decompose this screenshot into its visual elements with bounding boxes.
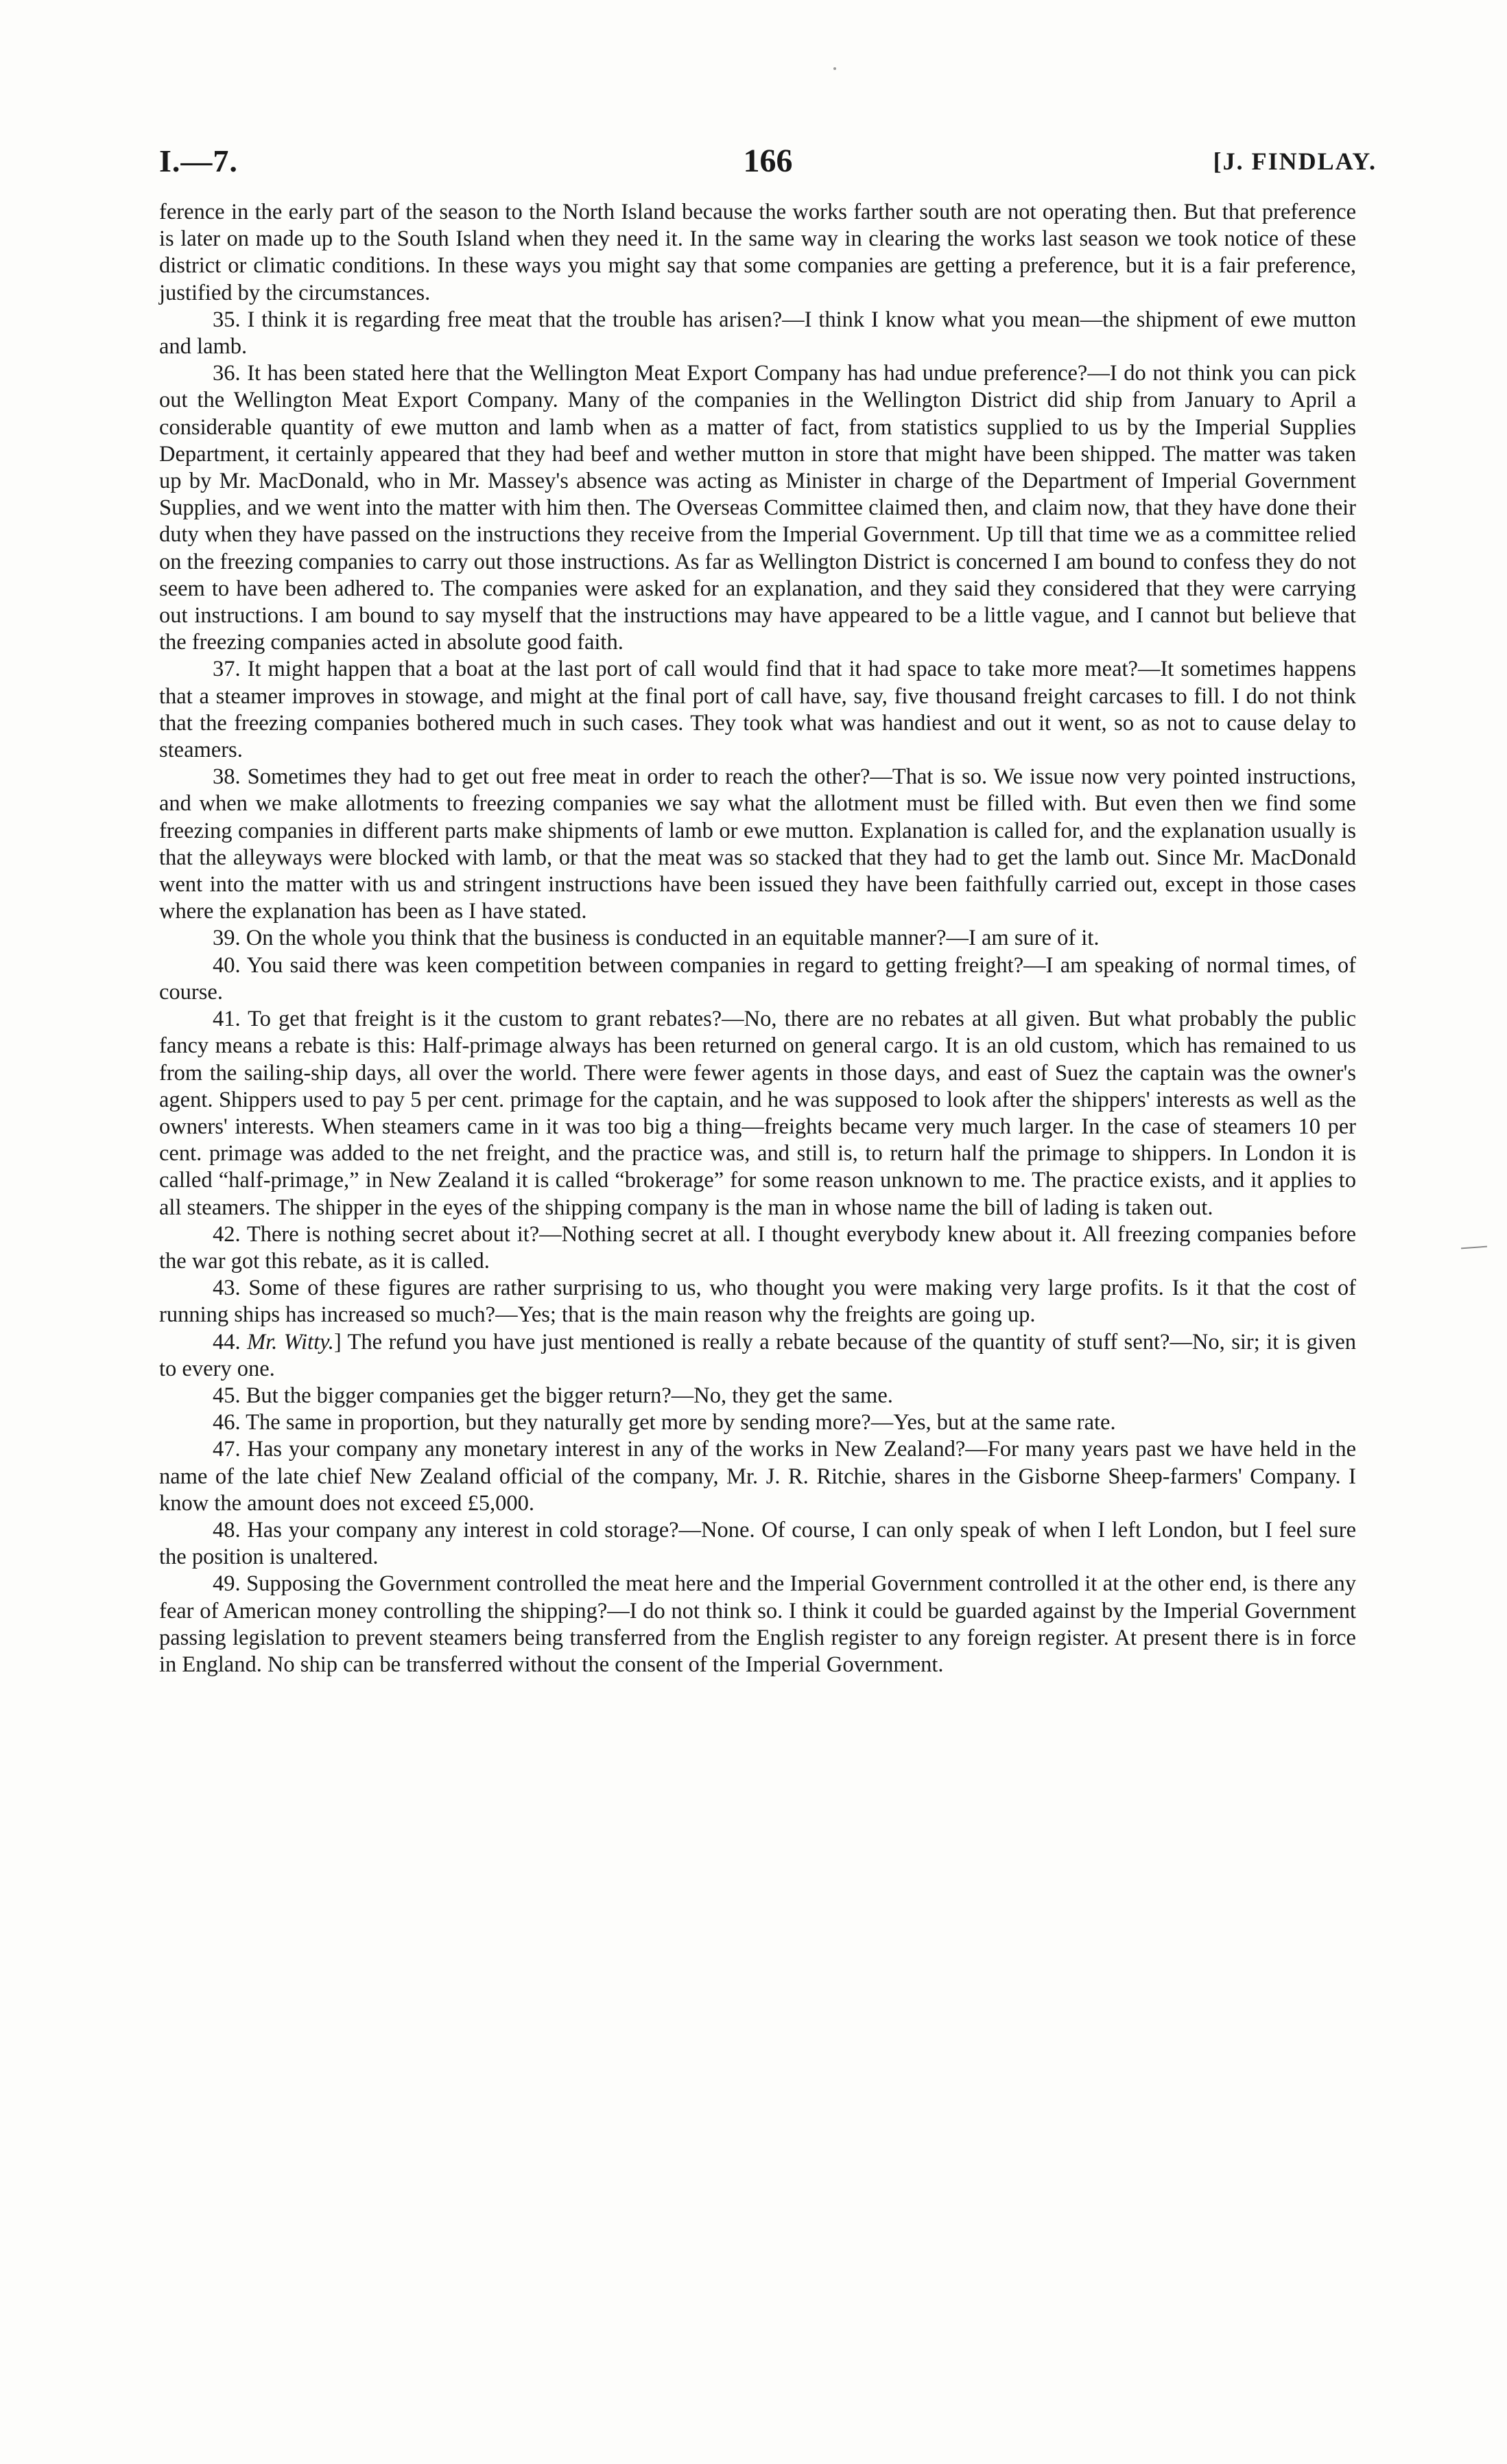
paragraph-q45: 45. But the bigger companies get the bigger return?—No, they get the same. <box>213 1383 893 1408</box>
paragraph-q46: 46. The same in proportion, but they naturally get more by sending more?—Yes, but at the same rate. <box>213 1410 1116 1435</box>
paragraph-q39: 39. On the whole you think that the business is conducted in an equitable manner?—I am sure of it. <box>213 926 1100 951</box>
paragraph-q49: 49. Supposing the Government controlled the meat here and the Imperial Government controlled it at the other end, is there any fear of American money controlling the shipping?—I do not think so. I think it could be guarded against by the Imperial Government passing legislation to prevent steamers being transferred from the English register to any foreign register. At present there is in force in England. No ship can be transferred without the consent of the Imperial Government. <box>159 1571 1356 1677</box>
paragraph-continued: ference in the early part of the season to the North Island because the works farther south are not operating then. But that preference is later on made up to the South Island when they need it. In the same way in clearing the works last season we took notice of these district or climatic conditions. In these ways you might say that some companies are getting a preference, but it is a fair preference, justified by the circumstances. <box>159 200 1356 305</box>
paragraph-q35: 35. I think it is regarding free meat that the trouble has arisen?—I think I know what you mean—the shipment of ewe mutton and lamb. <box>159 307 1356 360</box>
evidence-text <box>159 199 1356 1678</box>
speaker-name: Mr. Witty. <box>247 1329 334 1354</box>
question-number: 44. <box>213 1329 241 1354</box>
paragraph-q41: 41. To get that freight is it the custom to grant rebates?—No, there are no rebates at all given. But what probably the public fancy means a rebate is this: Half-primage always has been returned on general cargo. It is an old custom, which has remained to us from the sailing-ship days, all over the world. There were fewer agents in those days, and east of Suez the captain was the owner's agent. Shippers used to pay 5 per cent. primage for the captain, and he was supposed to look after the shippers' interests as well as the owners' interests. When steamers came in it was too big a thing—freights became very much larger. In the case of steamers 10 per cent. primage was added to the net freight, and the practice was, and still is, to return half the primage to shippers. In London it is called “half-primage,” in New Zealand it is called “brokerage” for some reason unknown to me. The practice exists, and it applies to all steamers. The shipper in the eyes of the shipping company is the man in whose name the bill of lading is taken out. <box>159 1007 1356 1220</box>
paragraph-q48: 48. Has your company any interest in cold storage?—None. Of course, I can only speak of when I left London, but I feel sure the position is unaltered. <box>159 1517 1356 1570</box>
paragraph-q42: 42. There is nothing secret about it?—Nothing secret at all. I thought everybody knew about it. All freezing companies before the war got this rebate, as it is called. <box>159 1221 1356 1274</box>
margin-pencil-mark <box>1461 1246 1487 1249</box>
paper-reference: I.—7. <box>159 143 238 178</box>
paragraph-q43: 43. Some of these figures are rather surprising to us, who thought you were making very large profits. Is it that the cost of running ships has increased so much?—Yes; that is the main reason why the freights are going up. <box>159 1276 1356 1328</box>
paragraph-q37: 37. It might happen that a boat at the last port of call would find that it had space to take more meat?—It sometimes happens that a steamer improves in stowage, and might at the final port of call have, say, five thousand freight carcases to fill. I do not think that the freezing companies bothered much in such cases. They took what was handiest and out it went, so as not to cause delay to steamers. <box>159 657 1356 763</box>
paragraph-q44 <box>159 1329 1356 1383</box>
paragraph-q38: 38. Sometimes they had to get out free meat in order to reach the other?—That is so. We issue now very pointed instructions, and when we make allotments to freezing companies we say what the allotment must be filled with. But even then we find some freezing companies in different parts make shipments of lamb or ewe mutton. Explanation is called for, and the explanation usually is that the alleyways were blocked with lamb, or that the meat was so stacked that they had to get the lamb out. Since Mr. MacDonald went into the matter with us and stringent instructions have been issued they have been faithfully carried out, except in those cases where the explanation has been as I have stated. <box>159 764 1356 924</box>
scan-speck <box>833 67 836 70</box>
witness-name: [J. FINDLAY. <box>1213 148 1377 175</box>
paragraph-q40: 40. You said there was keen competition between companies in regard to getting freight?—I am speaking of normal times, of course. <box>159 952 1356 1005</box>
paragraph-q44-text: ] The refund you have just mentioned is really a rebate because of the quantity of stuff sent?—No, sir; it is given to every one. <box>159 1329 1357 1381</box>
page-number: 166 <box>743 143 793 179</box>
page-header <box>159 141 1377 182</box>
paragraph-q36: 36. It has been stated here that the Wellington Meat Export Company has had undue preference?—I do not think you can pick out the Wellington Meat Export Company. Many of the companies in the Wellington District did ship from January to April a considerable quantity of ewe mutton and lamb when as a matter of fact, from statistics supplied to us by the Imperial Supplies Department, it certainly appeared that they had beef and wether mutton in store that might have been shipped. The matter was taken up by Mr. MacDonald, who in Mr. Massey's absence was acting as Minister in charge of the Department of Imperial Government Supplies, and we went into the matter with him then. The Overseas Committee claimed then, and claim now, that they have done their duty when they have passed on the instructions they receive from the Imperial Government. Up till that time we as a committee relied on the freezing companies to carry out those instructions. As far as Wellington District is concerned I am bound to confess they do not seem to have been adhered to. The companies were asked for an explanation, and they said they considered that they were carrying out instructions. I am bound to say myself that the instructions may have appeared to be a little vague, and I cannot but believe that the freezing companies acted in absolute good faith. <box>159 361 1356 655</box>
paragraph-q47: 47. Has your company any monetary interest in any of the works in New Zealand?—For many years past we have held in the name of the late chief New Zealand official of the company, Mr. J. R. Ritchie, shares in the Gisborne Sheep-farmers' Company. I know the amount does not exceed £5,000. <box>159 1437 1356 1516</box>
